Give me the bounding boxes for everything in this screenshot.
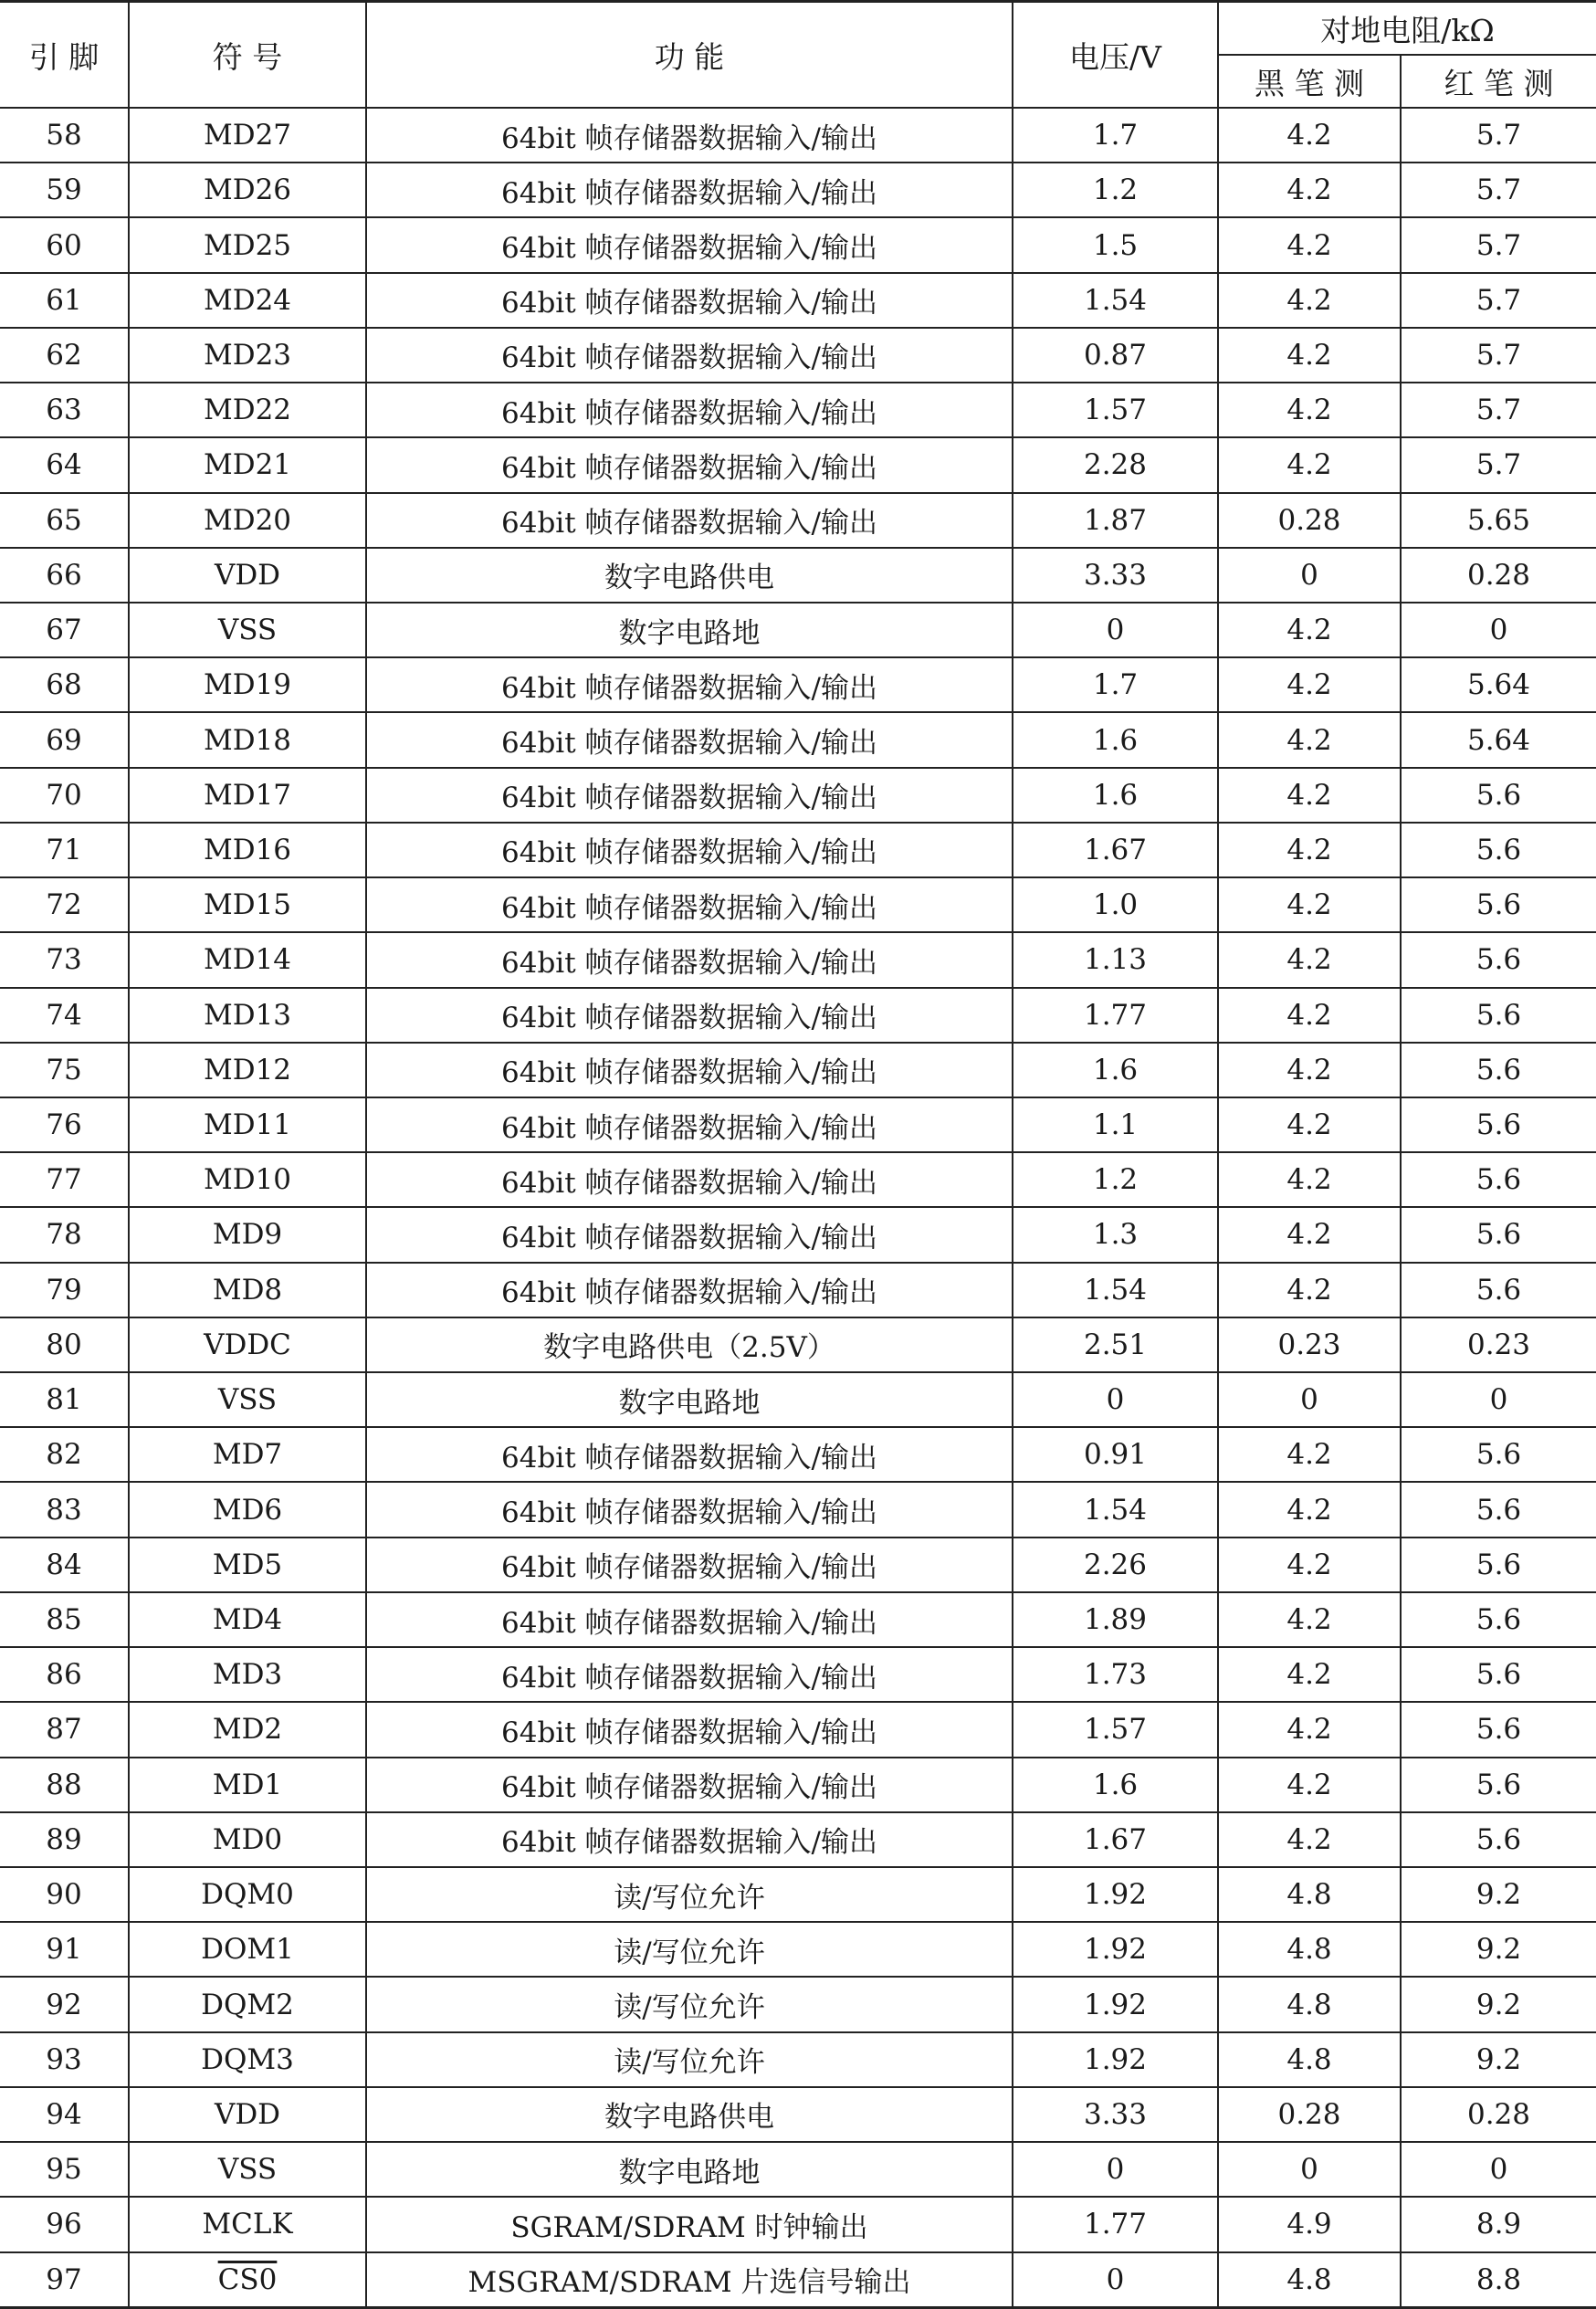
header-function: 功 能 xyxy=(366,2,1013,109)
pin-cell: 74 xyxy=(0,988,129,1043)
voltage-cell: 1.92 xyxy=(1013,1922,1218,1977)
black-probe-cell: 4.2 xyxy=(1218,273,1401,328)
symbol-cell: MD23 xyxy=(129,328,366,383)
voltage-cell: 1.77 xyxy=(1013,988,1218,1043)
function-cell: 数字电路地 xyxy=(366,603,1013,657)
red-probe-cell: 5.6 xyxy=(1401,1427,1596,1482)
red-probe-cell: 5.6 xyxy=(1401,1207,1596,1262)
header-black-probe: 黑 笔 测 xyxy=(1218,55,1401,108)
symbol-cell: MD21 xyxy=(129,437,366,492)
black-probe-cell: 4.2 xyxy=(1218,1207,1401,1262)
function-cell: 数字电路供电 xyxy=(366,548,1013,603)
pin-cell: 71 xyxy=(0,823,129,877)
voltage-cell: 1.57 xyxy=(1013,383,1218,437)
voltage-cell: 1.92 xyxy=(1013,1977,1218,2031)
pin-cell: 80 xyxy=(0,1317,129,1372)
table-row xyxy=(0,1977,1596,2031)
function-cell: 64bit 帧存储器数据输入/输出 xyxy=(366,1538,1013,1592)
red-probe-cell: 9.2 xyxy=(1401,1867,1596,1922)
red-probe-cell: 5.7 xyxy=(1401,383,1596,437)
table-row xyxy=(0,383,1596,437)
table-row xyxy=(0,768,1596,823)
voltage-cell: 1.92 xyxy=(1013,1867,1218,1922)
red-probe-cell: 5.6 xyxy=(1401,932,1596,987)
pin-cell: 66 xyxy=(0,548,129,603)
voltage-cell: 1.54 xyxy=(1013,273,1218,328)
pin-cell: 95 xyxy=(0,2142,129,2197)
pin-cell: 69 xyxy=(0,712,129,767)
voltage-cell: 1.67 xyxy=(1013,1812,1218,1867)
red-probe-cell: 5.6 xyxy=(1401,1758,1596,1812)
black-probe-cell: 4.2 xyxy=(1218,877,1401,932)
voltage-cell: 1.3 xyxy=(1013,1207,1218,1262)
function-cell: 数字电路供电（2.5V） xyxy=(366,1317,1013,1372)
pin-cell: 62 xyxy=(0,328,129,383)
symbol-cell: MD6 xyxy=(129,1482,366,1537)
header-red-probe: 红 笔 测 xyxy=(1401,55,1596,108)
table-row xyxy=(0,2032,1596,2087)
black-probe-cell: 4.2 xyxy=(1218,108,1401,163)
table-row xyxy=(0,1482,1596,1537)
black-probe-cell: 4.2 xyxy=(1218,988,1401,1043)
voltage-cell: 1.5 xyxy=(1013,217,1218,272)
red-probe-cell: 5.6 xyxy=(1401,1097,1596,1152)
symbol-cell: CS0 xyxy=(129,2252,366,2308)
pin-cell: 64 xyxy=(0,437,129,492)
table-row xyxy=(0,2197,1596,2251)
red-probe-cell: 5.7 xyxy=(1401,437,1596,492)
header-symbol: 符 号 xyxy=(129,2,366,109)
pin-cell: 63 xyxy=(0,383,129,437)
red-probe-cell: 0.23 xyxy=(1401,1317,1596,1372)
pin-cell: 92 xyxy=(0,1977,129,2031)
table-row xyxy=(0,108,1596,163)
symbol-cell: MD1 xyxy=(129,1758,366,1812)
voltage-cell: 3.33 xyxy=(1013,2087,1218,2142)
black-probe-cell: 4.8 xyxy=(1218,1867,1401,1922)
pin-cell: 61 xyxy=(0,273,129,328)
pin-cell: 87 xyxy=(0,1702,129,1757)
function-cell: 64bit 帧存储器数据输入/输出 xyxy=(366,493,1013,548)
function-cell: 64bit 帧存储器数据输入/输出 xyxy=(366,988,1013,1043)
voltage-cell: 0 xyxy=(1013,2142,1218,2197)
function-cell: 读/写位允许 xyxy=(366,1867,1013,1922)
symbol-cell: MD9 xyxy=(129,1207,366,1262)
black-probe-cell: 4.2 xyxy=(1218,1263,1401,1317)
function-cell: MSGRAM/SDRAM 片选信号输出 xyxy=(366,2252,1013,2308)
table-row xyxy=(0,988,1596,1043)
symbol-cell: DQM2 xyxy=(129,1977,366,2031)
voltage-cell: 1.87 xyxy=(1013,493,1218,548)
pin-cell: 78 xyxy=(0,1207,129,1262)
table-row xyxy=(0,1702,1596,1757)
red-probe-cell: 0.28 xyxy=(1401,2087,1596,2142)
black-probe-cell: 4.2 xyxy=(1218,328,1401,383)
black-probe-cell: 4.2 xyxy=(1218,657,1401,712)
function-cell: 数字电路地 xyxy=(366,1372,1013,1427)
voltage-cell: 1.2 xyxy=(1013,163,1218,217)
table-row xyxy=(0,657,1596,712)
function-cell: 64bit 帧存储器数据输入/输出 xyxy=(366,163,1013,217)
function-cell: 数字电路地 xyxy=(366,2142,1013,2197)
black-probe-cell: 4.2 xyxy=(1218,712,1401,767)
table-row xyxy=(0,328,1596,383)
pin-cell: 83 xyxy=(0,1482,129,1537)
table-row xyxy=(0,1152,1596,1207)
function-cell: 64bit 帧存储器数据输入/输出 xyxy=(366,1097,1013,1152)
black-probe-cell: 4.8 xyxy=(1218,2252,1401,2308)
symbol-cell: MD7 xyxy=(129,1427,366,1482)
black-probe-cell: 4.2 xyxy=(1218,1812,1401,1867)
table-row xyxy=(0,1043,1596,1097)
black-probe-cell: 0 xyxy=(1218,1372,1401,1427)
red-probe-cell: 8.9 xyxy=(1401,2197,1596,2251)
symbol-cell: MD26 xyxy=(129,163,366,217)
table-row xyxy=(0,548,1596,603)
symbol-cell: VSS xyxy=(129,2142,366,2197)
red-probe-cell: 9.2 xyxy=(1401,2032,1596,2087)
table-row xyxy=(0,712,1596,767)
black-probe-cell: 4.2 xyxy=(1218,1592,1401,1647)
red-probe-cell: 5.64 xyxy=(1401,657,1596,712)
symbol-cell: MD12 xyxy=(129,1043,366,1097)
function-cell: 64bit 帧存储器数据输入/输出 xyxy=(366,1482,1013,1537)
symbol-cell: MD0 xyxy=(129,1812,366,1867)
symbol-cell: MD2 xyxy=(129,1702,366,1757)
function-cell: 64bit 帧存储器数据输入/输出 xyxy=(366,932,1013,987)
symbol-cell: VDDC xyxy=(129,1317,366,1372)
red-probe-cell: 5.6 xyxy=(1401,1482,1596,1537)
table-row xyxy=(0,1263,1596,1317)
header-pin: 引 脚 xyxy=(0,2,129,109)
red-probe-cell: 5.6 xyxy=(1401,1702,1596,1757)
voltage-cell: 1.54 xyxy=(1013,1263,1218,1317)
table-header xyxy=(0,2,1596,109)
pin-cell: 72 xyxy=(0,877,129,932)
function-cell: 数字电路供电 xyxy=(366,2087,1013,2142)
red-probe-cell: 5.6 xyxy=(1401,1647,1596,1702)
pin-cell: 59 xyxy=(0,163,129,217)
black-probe-cell: 0.28 xyxy=(1218,493,1401,548)
pin-cell: 96 xyxy=(0,2197,129,2251)
table-row xyxy=(0,163,1596,217)
function-cell: SGRAM/SDRAM 时钟输出 xyxy=(366,2197,1013,2251)
symbol-cell: MD20 xyxy=(129,493,366,548)
table-row xyxy=(0,1867,1596,1922)
red-probe-cell: 0.28 xyxy=(1401,548,1596,603)
table-row xyxy=(0,1427,1596,1482)
voltage-cell: 0 xyxy=(1013,603,1218,657)
pin-cell: 88 xyxy=(0,1758,129,1812)
pin-cell: 79 xyxy=(0,1263,129,1317)
voltage-cell: 1.1 xyxy=(1013,1097,1218,1152)
function-cell: 64bit 帧存储器数据输入/输出 xyxy=(366,1263,1013,1317)
header-row xyxy=(0,2,1596,56)
red-probe-cell: 5.6 xyxy=(1401,1263,1596,1317)
symbol-cell: DOM1 xyxy=(129,1922,366,1977)
function-cell: 64bit 帧存储器数据输入/输出 xyxy=(366,1758,1013,1812)
red-probe-cell: 9.2 xyxy=(1401,1922,1596,1977)
symbol-cell: VSS xyxy=(129,603,366,657)
pin-cell: 84 xyxy=(0,1538,129,1592)
table-row xyxy=(0,2087,1596,2142)
pin-cell: 58 xyxy=(0,108,129,163)
table-row xyxy=(0,1647,1596,1702)
symbol-cell: MD16 xyxy=(129,823,366,877)
voltage-cell: 0 xyxy=(1013,2252,1218,2308)
voltage-cell: 1.54 xyxy=(1013,1482,1218,1537)
red-probe-cell: 5.6 xyxy=(1401,1812,1596,1867)
symbol-cell: MCLK xyxy=(129,2197,366,2251)
function-cell: 64bit 帧存储器数据输入/输出 xyxy=(366,1043,1013,1097)
table-row xyxy=(0,603,1596,657)
table-row xyxy=(0,2252,1596,2308)
function-cell: 64bit 帧存储器数据输入/输出 xyxy=(366,437,1013,492)
table-row xyxy=(0,932,1596,987)
function-cell: 64bit 帧存储器数据输入/输出 xyxy=(366,108,1013,163)
black-probe-cell: 0.28 xyxy=(1218,2087,1401,2142)
voltage-cell: 1.7 xyxy=(1013,657,1218,712)
black-probe-cell: 4.2 xyxy=(1218,1538,1401,1592)
black-probe-cell: 4.2 xyxy=(1218,437,1401,492)
table-row xyxy=(0,1207,1596,1262)
pin-cell: 67 xyxy=(0,603,129,657)
red-probe-cell: 5.6 xyxy=(1401,1592,1596,1647)
symbol-cell: MD5 xyxy=(129,1538,366,1592)
table-row xyxy=(0,273,1596,328)
symbol-cell: MD13 xyxy=(129,988,366,1043)
voltage-cell: 0.87 xyxy=(1013,328,1218,383)
table-row xyxy=(0,1317,1596,1372)
voltage-cell: 1.7 xyxy=(1013,108,1218,163)
black-probe-cell: 4.8 xyxy=(1218,1922,1401,1977)
symbol-cell: MD22 xyxy=(129,383,366,437)
voltage-cell: 1.6 xyxy=(1013,768,1218,823)
voltage-cell: 0.91 xyxy=(1013,1427,1218,1482)
voltage-cell: 1.67 xyxy=(1013,823,1218,877)
symbol-cell: MD19 xyxy=(129,657,366,712)
black-probe-cell: 4.2 xyxy=(1218,932,1401,987)
symbol-cell: MD11 xyxy=(129,1097,366,1152)
voltage-cell: 1.6 xyxy=(1013,712,1218,767)
table-row xyxy=(0,877,1596,932)
black-probe-cell: 4.2 xyxy=(1218,1152,1401,1207)
voltage-cell: 0 xyxy=(1013,1372,1218,1427)
table-body xyxy=(0,108,1596,2308)
red-probe-cell: 0 xyxy=(1401,603,1596,657)
red-probe-cell: 5.6 xyxy=(1401,1152,1596,1207)
function-cell: 读/写位允许 xyxy=(366,2032,1013,2087)
black-probe-cell: 4.2 xyxy=(1218,1097,1401,1152)
black-probe-cell: 4.9 xyxy=(1218,2197,1401,2251)
voltage-cell: 1.92 xyxy=(1013,2032,1218,2087)
black-probe-cell: 0 xyxy=(1218,548,1401,603)
red-probe-cell: 5.65 xyxy=(1401,493,1596,548)
black-probe-cell: 4.2 xyxy=(1218,1427,1401,1482)
function-cell: 64bit 帧存储器数据输入/输出 xyxy=(366,1207,1013,1262)
function-cell: 64bit 帧存储器数据输入/输出 xyxy=(366,1702,1013,1757)
black-probe-cell: 0.23 xyxy=(1218,1317,1401,1372)
table-row xyxy=(0,493,1596,548)
table-row xyxy=(0,1372,1596,1427)
symbol-cell: MD17 xyxy=(129,768,366,823)
function-cell: 64bit 帧存储器数据输入/输出 xyxy=(366,712,1013,767)
black-probe-cell: 4.2 xyxy=(1218,1043,1401,1097)
voltage-cell: 2.28 xyxy=(1013,437,1218,492)
red-probe-cell: 8.8 xyxy=(1401,2252,1596,2308)
table-row xyxy=(0,2142,1596,2197)
red-probe-cell: 5.7 xyxy=(1401,273,1596,328)
table-row xyxy=(0,1592,1596,1647)
function-cell: 64bit 帧存储器数据输入/输出 xyxy=(366,1647,1013,1702)
table-row xyxy=(0,1922,1596,1977)
red-probe-cell: 5.7 xyxy=(1401,108,1596,163)
black-probe-cell: 4.2 xyxy=(1218,163,1401,217)
voltage-cell: 2.26 xyxy=(1013,1538,1218,1592)
symbol-cell: MD14 xyxy=(129,932,366,987)
symbol-cell: MD24 xyxy=(129,273,366,328)
pin-cell: 90 xyxy=(0,1867,129,1922)
table-row xyxy=(0,823,1596,877)
pin-cell: 82 xyxy=(0,1427,129,1482)
pin-cell: 76 xyxy=(0,1097,129,1152)
function-cell: 64bit 帧存储器数据输入/输出 xyxy=(366,383,1013,437)
black-probe-cell: 4.8 xyxy=(1218,1977,1401,2031)
header-voltage: 电压/V xyxy=(1013,2,1218,109)
function-cell: 64bit 帧存储器数据输入/输出 xyxy=(366,217,1013,272)
black-probe-cell: 4.2 xyxy=(1218,823,1401,877)
black-probe-cell: 4.2 xyxy=(1218,1702,1401,1757)
table-row xyxy=(0,1812,1596,1867)
voltage-cell: 1.13 xyxy=(1013,932,1218,987)
table-row xyxy=(0,1758,1596,1812)
red-probe-cell: 5.7 xyxy=(1401,163,1596,217)
header-resistance: 对地电阻/kΩ xyxy=(1218,2,1596,56)
voltage-cell: 1.2 xyxy=(1013,1152,1218,1207)
red-probe-cell: 5.6 xyxy=(1401,1043,1596,1097)
table-row xyxy=(0,1097,1596,1152)
pin-cell: 97 xyxy=(0,2252,129,2308)
voltage-cell: 2.51 xyxy=(1013,1317,1218,1372)
symbol-cell: MD27 xyxy=(129,108,366,163)
symbol-cell: MD10 xyxy=(129,1152,366,1207)
red-probe-cell: 5.7 xyxy=(1401,217,1596,272)
pin-cell: 91 xyxy=(0,1922,129,1977)
black-probe-cell: 4.2 xyxy=(1218,1482,1401,1537)
symbol-cell: MD8 xyxy=(129,1263,366,1317)
red-probe-cell: 5.6 xyxy=(1401,877,1596,932)
pin-cell: 65 xyxy=(0,493,129,548)
pin-cell: 75 xyxy=(0,1043,129,1097)
function-cell: 64bit 帧存储器数据输入/输出 xyxy=(366,1812,1013,1867)
pin-cell: 73 xyxy=(0,932,129,987)
black-probe-cell: 4.2 xyxy=(1218,383,1401,437)
black-probe-cell: 0 xyxy=(1218,2142,1401,2197)
function-cell: 64bit 帧存储器数据输入/输出 xyxy=(366,1427,1013,1482)
table-row xyxy=(0,217,1596,272)
symbol-cell: MD3 xyxy=(129,1647,366,1702)
pin-cell: 60 xyxy=(0,217,129,272)
pin-cell: 81 xyxy=(0,1372,129,1427)
symbol-cell: MD15 xyxy=(129,877,366,932)
table-row xyxy=(0,1538,1596,1592)
red-probe-cell: 5.6 xyxy=(1401,768,1596,823)
function-cell: 64bit 帧存储器数据输入/输出 xyxy=(366,823,1013,877)
red-probe-cell: 5.6 xyxy=(1401,823,1596,877)
pin-cell: 85 xyxy=(0,1592,129,1647)
pin-cell: 94 xyxy=(0,2087,129,2142)
pin-cell: 68 xyxy=(0,657,129,712)
pin-cell: 70 xyxy=(0,768,129,823)
pin-cell: 93 xyxy=(0,2032,129,2087)
symbol-cell: DQM0 xyxy=(129,1867,366,1922)
black-probe-cell: 4.2 xyxy=(1218,1758,1401,1812)
function-cell: 读/写位允许 xyxy=(366,1922,1013,1977)
black-probe-cell: 4.8 xyxy=(1218,2032,1401,2087)
pin-cell: 89 xyxy=(0,1812,129,1867)
function-cell: 64bit 帧存储器数据输入/输出 xyxy=(366,328,1013,383)
symbol-cell: MD25 xyxy=(129,217,366,272)
function-cell: 读/写位允许 xyxy=(366,1977,1013,2031)
black-probe-cell: 4.2 xyxy=(1218,603,1401,657)
function-cell: 64bit 帧存储器数据输入/输出 xyxy=(366,877,1013,932)
symbol-cell: MD18 xyxy=(129,712,366,767)
table-row xyxy=(0,437,1596,492)
voltage-cell: 1.57 xyxy=(1013,1702,1218,1757)
voltage-cell: 1.77 xyxy=(1013,2197,1218,2251)
function-cell: 64bit 帧存储器数据输入/输出 xyxy=(366,1152,1013,1207)
symbol-cell: VDD xyxy=(129,2087,366,2142)
function-cell: 64bit 帧存储器数据输入/输出 xyxy=(366,273,1013,328)
voltage-cell: 3.33 xyxy=(1013,548,1218,603)
red-probe-cell: 5.6 xyxy=(1401,988,1596,1043)
red-probe-cell: 9.2 xyxy=(1401,1977,1596,2031)
red-probe-cell: 5.64 xyxy=(1401,712,1596,767)
pin-cell: 77 xyxy=(0,1152,129,1207)
red-probe-cell: 0 xyxy=(1401,2142,1596,2197)
voltage-cell: 1.73 xyxy=(1013,1647,1218,1702)
function-cell: 64bit 帧存储器数据输入/输出 xyxy=(366,768,1013,823)
black-probe-cell: 4.2 xyxy=(1218,217,1401,272)
voltage-cell: 1.0 xyxy=(1013,877,1218,932)
black-probe-cell: 4.2 xyxy=(1218,1647,1401,1702)
symbol-cell: VDD xyxy=(129,548,366,603)
red-probe-cell: 5.6 xyxy=(1401,1538,1596,1592)
symbol-cell: DQM3 xyxy=(129,2032,366,2087)
voltage-cell: 1.89 xyxy=(1013,1592,1218,1647)
function-cell: 64bit 帧存储器数据输入/输出 xyxy=(366,1592,1013,1647)
symbol-cell: VSS xyxy=(129,1372,366,1427)
function-cell: 64bit 帧存储器数据输入/输出 xyxy=(366,657,1013,712)
red-probe-cell: 5.7 xyxy=(1401,328,1596,383)
black-probe-cell: 4.2 xyxy=(1218,768,1401,823)
pin-cell: 86 xyxy=(0,1647,129,1702)
voltage-cell: 1.6 xyxy=(1013,1758,1218,1812)
voltage-cell: 1.6 xyxy=(1013,1043,1218,1097)
red-probe-cell: 0 xyxy=(1401,1372,1596,1427)
symbol-cell: MD4 xyxy=(129,1592,366,1647)
